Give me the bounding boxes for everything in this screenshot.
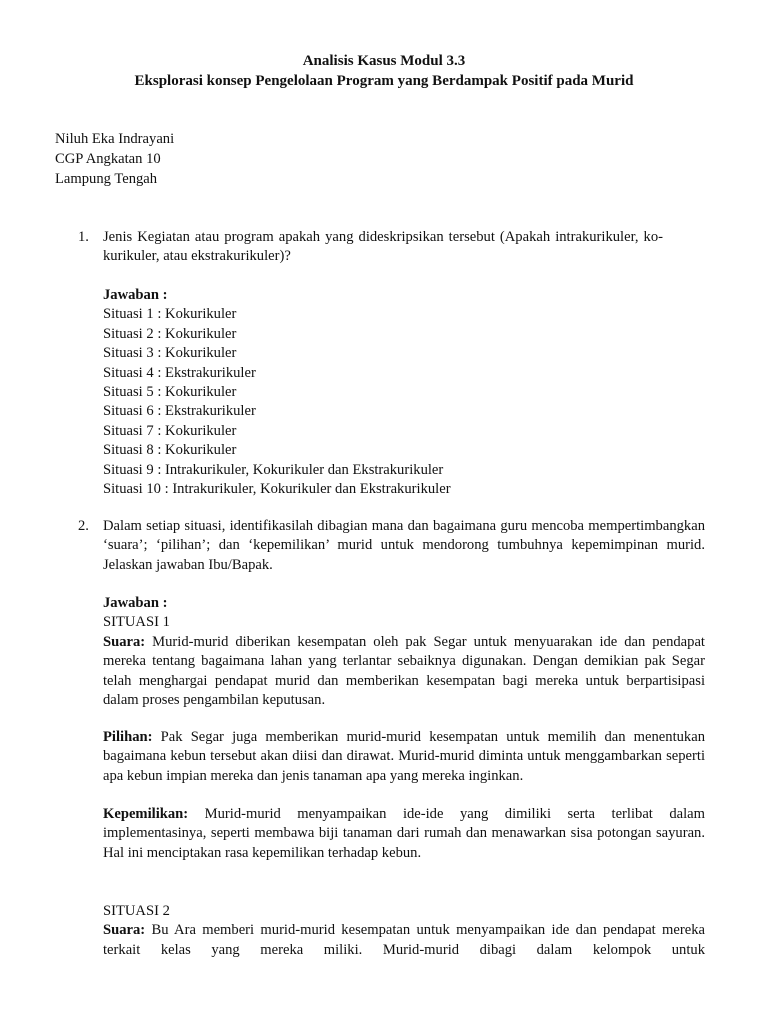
suara-label: Suara: — [103, 922, 146, 939]
answer-label: Jawaban : — [103, 595, 168, 611]
question-1-answer — [103, 286, 705, 499]
situasi-1-kepemilikan — [103, 805, 705, 863]
situasi-1-pilihan — [103, 728, 705, 786]
author-name: Niluh Eka Indrayani — [55, 131, 175, 147]
author-location: Lampung Tengah — [55, 171, 158, 187]
situasi-1-heading: SITUASI 1 — [103, 614, 170, 631]
document-title: Analisis Kasus Modul 3.3 — [302, 53, 466, 69]
answer-item: Situasi 3 : Kokurikuler — [103, 345, 237, 362]
question-1-number: 1. — [78, 229, 89, 245]
kepemilikan-text: Murid-murid menyampaikan ide-ide yang dimiliki serta terlibat dalam implementasinya, seperti membawa biji tanaman dari rumah dan menawarkan sisa potongan sayuran. Hal ini menciptakan rasa kepemilikan terhadap kebun. — [103, 806, 705, 861]
answer-item: Situasi 9 : Intrakurikuler, Kokurikuler dan Ekstrakurikuler — [103, 461, 444, 478]
document-subtitle: Eksplorasi konsep Pengelolaan Program yang Berdampak Positif pada Murid — [134, 73, 634, 89]
answer-item: Situasi 4 : Ekstrakurikuler — [103, 364, 256, 381]
author-cohort: CGP Angkatan 10 — [55, 151, 161, 167]
suara-text: Bu Ara memberi murid-murid kesempatan untuk menyampaikan ide dan pendapat mereka terkait kelas yang mereka miliki. Murid-murid dibagi dalam kelompok untuk — [103, 922, 705, 958]
situasi-2-heading: SITUASI 2 — [103, 903, 170, 919]
answer-item: Situasi 6 : Ekstrakurikuler — [103, 403, 256, 420]
pilihan-text: Pak Segar juga memberikan murid-murid kesempatan untuk memilih dan menentukan bagaimana kebun tersebut akan diisi dan dirawat. Murid-murid diminta untuk menggambarkan seperti apa kebun impian mereka dan jenis tanaman apa yang mereka inginkan. — [103, 729, 706, 784]
answer-item: Situasi 10 : Intrakurikuler, Kokurikuler dan Ekstrakurikuler — [103, 480, 451, 497]
situasi-1-suara — [103, 633, 705, 711]
answer-item: Situasi 8 : Kokurikuler — [103, 442, 237, 459]
kepemilikan-label: Kepemilikan: — [103, 806, 189, 822]
suara-text: Murid-murid diberikan kesempatan oleh pak Segar untuk menyuarakan ide dan pendapat mereka tentang bagaimana lahan yang terlantar sebaiknya digunakan. Dengan demikian pak Segar telah menghargai pendapat murid dan memberikan kesempatan bagi mereka untuk berpartisipasi dalam proses pengambilan keputusan. — [103, 633, 705, 708]
answer-label: Jawaban : — [103, 287, 168, 303]
author-block — [55, 130, 174, 190]
situasi-2 — [103, 902, 705, 960]
answer-item: Situasi 1 : Kokurikuler — [103, 306, 237, 323]
question-2-answer — [103, 594, 705, 710]
suara-label: Suara: — [103, 633, 146, 650]
answer-item: Situasi 5 : Kokurikuler — [103, 383, 237, 400]
pilihan-label: Pilihan: — [103, 729, 153, 745]
question-2-text: Dalam setiap situasi, identifikasilah dibagian mana dan bagaimana guru mencoba mempertimbangkan ‘suara’; ‘pilihan’; dan ‘kepemilikan’ murid untuk mendorong tumbuhnya kepemimpinan murid. Jelaskan jawaban Ibu/Bapak. — [103, 518, 705, 573]
answer-item: Situasi 2 : Kokurikuler — [103, 325, 237, 342]
answer-item: Situasi 7 : Kokurikuler — [103, 422, 237, 439]
situasi-2-suara — [103, 921, 705, 960]
question-2-number: 2. — [78, 518, 89, 534]
question-1-text: Jenis Kegiatan atau program apakah yang dideskripsikan tersebut (Apakah intrakurikuler, ko-kurikuler, atau ekstrakurikuler)? — [103, 229, 663, 265]
